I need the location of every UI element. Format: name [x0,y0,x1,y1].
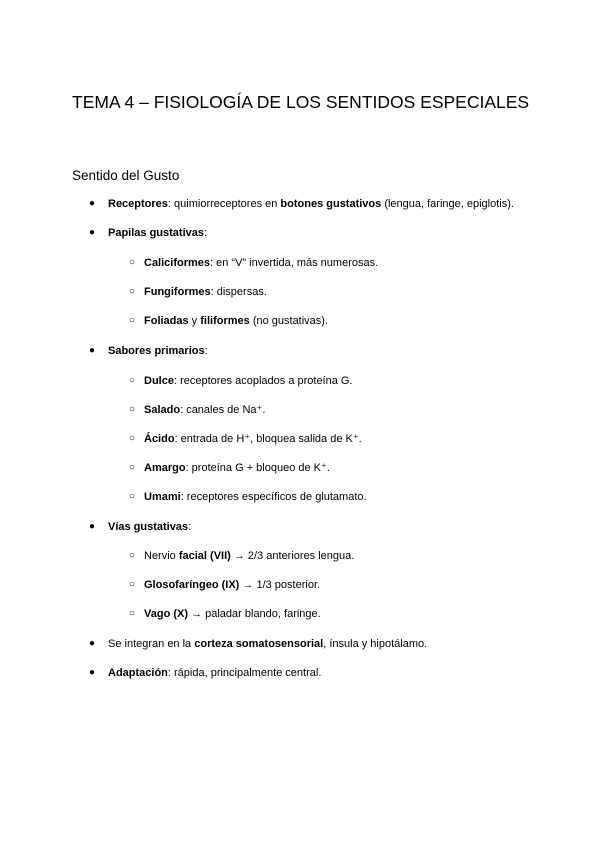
circle-bullet-icon: ○ [129,315,136,326]
circle-bullet-icon: ○ [129,550,136,561]
circle-bullet-icon: ○ [129,286,136,297]
list-item-dulce [144,374,353,388]
text: : entrada de H⁺, bloquea salida de K⁺. [174,433,362,445]
text: : canales de Na⁺. [180,404,266,416]
circle-bullet-icon: ○ [129,433,136,444]
term: Dulce [144,375,174,387]
term: Papilas gustativas [108,227,204,239]
term: Umami [144,491,181,503]
term: Caliciformes [144,257,211,269]
term: Vías gustativas [108,521,189,533]
term: Foliadas [144,315,189,327]
text: → 2/3 anteriores lengua. [230,550,355,562]
list-item-corteza [108,637,427,651]
bullet-icon: ● [89,638,96,649]
text: : receptores acoplados a proteína G. [173,375,353,387]
term: Vago (X) [144,608,189,620]
text: : en “V” invertida, más numerosas. [210,257,379,269]
text: → 1/3 posterior. [239,579,321,591]
term: filiformes [200,315,250,327]
text: : [188,521,192,533]
term: Receptores [108,198,168,210]
term: Ácido [144,433,175,445]
list-item-foliadas [144,314,328,328]
list-item-glosofaringeo [144,578,320,592]
text: y [188,315,201,327]
list-item-salado [144,403,265,417]
list-item-umami [144,490,367,504]
bullet-icon: ● [89,198,96,209]
list-item-acido [144,432,362,446]
text: : proteína G + bloqueo de K⁺. [185,462,330,474]
bullet-icon: ● [89,521,96,532]
term: Glosofaríngeo (IX) [144,579,240,591]
circle-bullet-icon: ○ [129,257,136,268]
circle-bullet-icon: ○ [129,491,136,502]
text: : [204,227,208,239]
term: facial (VII) [178,550,231,562]
document-title: TEMA 4 – FISIOLOGÍA DE LOS SENTIDOS ESPECIALES [72,92,530,112]
text: : quimiorreceptores en [167,198,281,210]
text: , ínsula y hipotálamo. [323,638,428,650]
text: : [204,345,208,357]
text: : dispersas. [210,286,267,298]
circle-bullet-icon: ○ [129,462,136,473]
list-item-vias [108,520,191,534]
text: (no gustativas). [249,315,329,327]
bullet-icon: ● [89,227,96,238]
circle-bullet-icon: ○ [129,375,136,386]
term: Adaptación [108,667,168,679]
text: : receptores específicos de glutamato. [180,491,367,503]
list-item-caliciformes [144,256,378,270]
circle-bullet-icon: ○ [129,579,136,590]
text: Nervio [144,550,179,562]
section-heading: Sentido del Gusto [72,168,180,183]
bullet-icon: ● [89,345,96,356]
text: (lengua, faringe, epiglotis). [381,198,514,210]
list-item-papilas [108,226,207,240]
circle-bullet-icon: ○ [129,404,136,415]
text: Se integran en la [108,638,195,650]
text: : rápida, principalmente central. [167,667,322,679]
term: corteza somatosensorial [194,638,324,650]
list-item-amargo [144,461,330,475]
term: Salado [144,404,181,416]
list-item-adaptacion [108,666,321,680]
term: Sabores primarios [108,345,205,357]
list-item-receptores [108,197,514,211]
term: Fungiformes [144,286,211,298]
bullet-icon: ● [89,667,96,678]
list-item-vago [144,607,321,621]
term: botones gustativos [280,198,382,210]
list-item-facial [144,549,354,563]
list-item-sabores [108,344,208,358]
list-item-fungiformes [144,285,267,299]
text: → paladar blando, faringe. [188,608,321,620]
circle-bullet-icon: ○ [129,608,136,619]
term: Amargo [144,462,186,474]
